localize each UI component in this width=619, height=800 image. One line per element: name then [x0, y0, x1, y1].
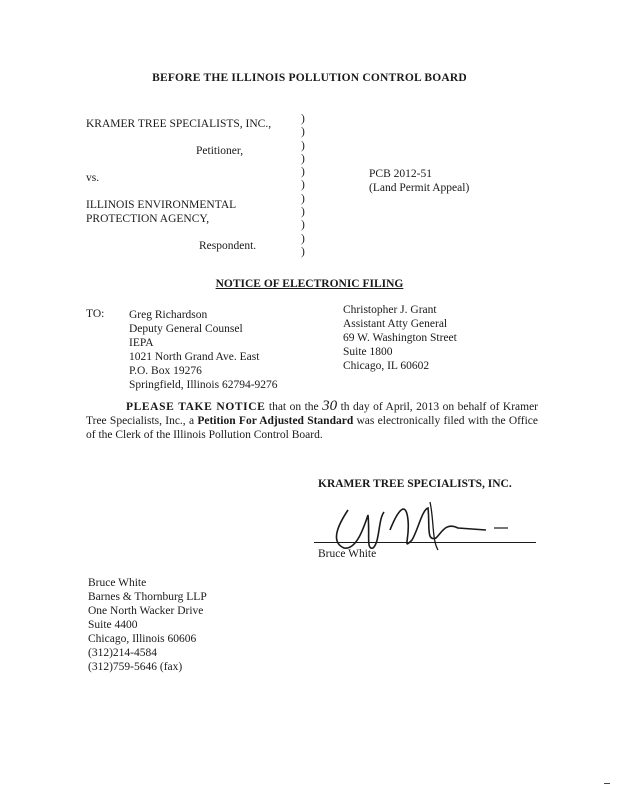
- attorney-line: (312)759-5646 (fax): [88, 661, 183, 673]
- recipient-line: Christopher J. Grant: [343, 304, 437, 316]
- recipient-line: Suite 1800: [343, 346, 393, 358]
- recipient-line: Greg Richardson: [129, 309, 208, 321]
- signature-firm: KRAMER TREE SPECIALISTS, INC.: [318, 478, 512, 490]
- caption-paren: ): [301, 219, 305, 232]
- recipient-line: 1021 North Grand Ave. East: [129, 351, 260, 363]
- recipient-line: Chicago, IL 60602: [343, 360, 430, 372]
- caption-paren: ): [301, 206, 305, 219]
- respondent-name-line2: PROTECTION AGENCY,: [86, 213, 210, 225]
- notice-text-2: th day of April, 2013 on behalf of Kramer Tree Specialists, Inc., a: [86, 401, 539, 427]
- to-label: TO:: [86, 308, 105, 320]
- attorney-line: Barnes & Thornburg LLP: [88, 591, 207, 603]
- case-type: (Land Permit Appeal): [369, 182, 470, 194]
- recipient-block-1: [129, 308, 278, 392]
- attorney-line: (312)214-4584: [88, 647, 157, 659]
- attorney-line: Chicago, Illinois 60606: [88, 633, 197, 645]
- attorney-line: Suite 4400: [88, 619, 138, 631]
- recipient-line: Deputy General Counsel: [129, 323, 243, 335]
- caption-paren: ): [301, 166, 305, 179]
- recipient-line: 69 W. Washington Street: [343, 332, 457, 344]
- page-title: BEFORE THE ILLINOIS POLLUTION CONTROL BOARD: [152, 72, 467, 84]
- recipient-line: Springfield, Illinois 62794-9276: [129, 379, 278, 391]
- attorney-line: One North Wacker Drive: [88, 605, 204, 617]
- caption-paren: ): [301, 232, 305, 245]
- case-number: PCB 2012-51: [369, 168, 432, 180]
- respondent-name-line1: ILLINOIS ENVIRONMENTAL: [86, 199, 237, 211]
- notice-text-1: that on the: [265, 401, 323, 413]
- filing-title: Petition For Adjusted Standard: [197, 415, 354, 427]
- caption-paren: ): [301, 126, 305, 139]
- notice-text-3: was electronically filed with the Office of the Clerk of the Illinois Pollution Control Board.: [86, 415, 539, 441]
- caption-parentheses: [301, 113, 305, 259]
- notice-lead: PLEASE TAKE NOTICE: [126, 401, 266, 413]
- respondent-role: Respondent.: [199, 240, 257, 252]
- signature-line: [314, 542, 536, 543]
- recipient-block-2: [343, 303, 457, 373]
- notice-paragraph: [86, 399, 538, 442]
- signer-name: Bruce White: [318, 548, 377, 560]
- caption-paren: ): [301, 179, 305, 192]
- filing-day: 30: [322, 398, 338, 414]
- attorney-block: [88, 576, 207, 674]
- attorney-line: Bruce White: [88, 577, 147, 589]
- petitioner-role: Petitioner,: [196, 145, 244, 157]
- notice-heading: NOTICE OF ELECTRONIC FILING: [215, 278, 404, 290]
- versus-label: vs.: [86, 172, 100, 184]
- caption-paren: ): [301, 152, 305, 165]
- recipient-line: IEPA: [129, 337, 154, 349]
- recipient-line: P.O. Box 19276: [129, 365, 202, 377]
- caption-paren: ): [301, 192, 305, 205]
- petitioner-name: KRAMER TREE SPECIALISTS, INC.,: [86, 118, 272, 130]
- caption-paren: ): [301, 139, 305, 152]
- caption-paren: ): [301, 113, 305, 125]
- scan-mark: [604, 783, 610, 784]
- recipient-line: Assistant Atty General: [343, 318, 448, 330]
- caption-paren: ): [301, 245, 305, 258]
